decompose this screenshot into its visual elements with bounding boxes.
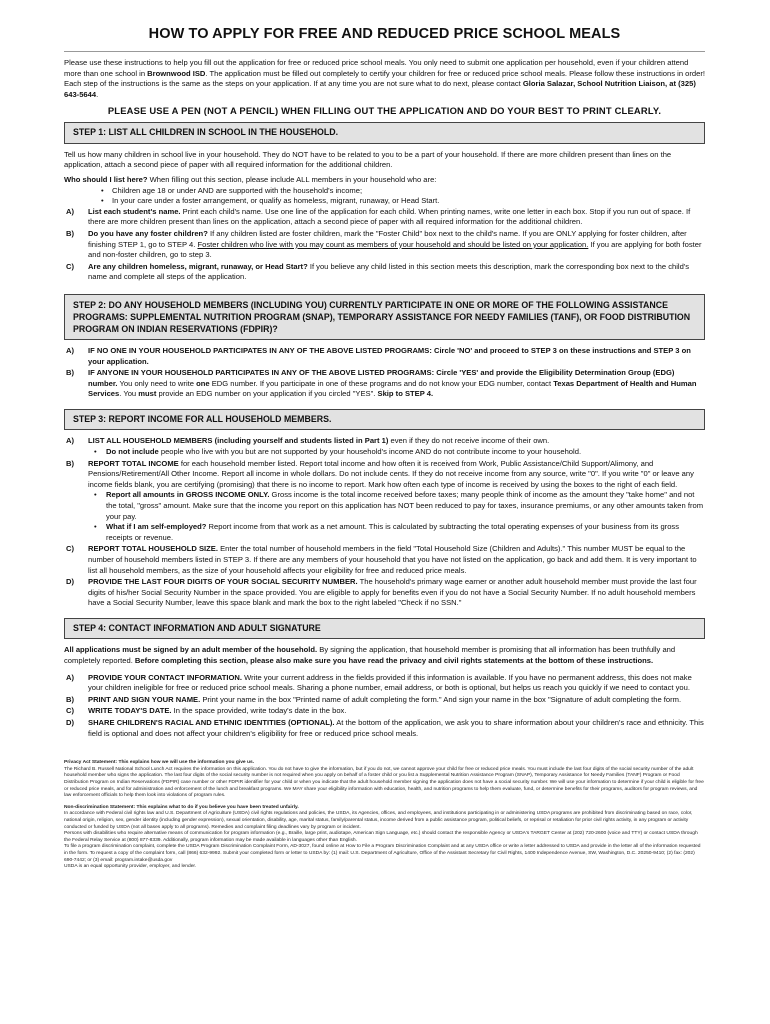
step3-item-b (64, 459, 705, 544)
step2-item-b (64, 368, 705, 400)
step1-intro: Tell us how many children in school live in your household. They do NOT have to be related to you to be a part of your household. If there are more children present than lines on the application, attach a second piece of paper with all required information for the additional children. (64, 149, 672, 170)
item-text: for each household member listed. Report total income and how often it is received from Work, Public Assistance/Child Support/Alimony, and Pensions/Retirement/All Other Income. Report all income in whole dollars. Do not include cents. If they do not receive income from any source, write "0". If you write "0" or leave any income fields blank, you are certifying (promising) that there is no income to report. Mark how often each type of income is received by using the boxes to the right of each field. (88, 458, 694, 489)
item-label: B) (66, 458, 75, 468)
item-label: B) (66, 694, 75, 704)
item-underlined: Foster children who live with you may count as members of your household and should be listed on your application. (197, 239, 589, 249)
privacy-body: The Richard B. Russell National School Lunch Act requires the information on this application. You do not have to give the information, but if you do not, we cannot approve your child for free or reduced price meals. You must include the last four digits of the social security number of the adult household member who signs the application. The last four digits of the social security number is not required when you apply on behalf of a foster child or you list a Supplemental Nutrition Assistance Program (SNAP), Temporary Assistance for Needy Families (TANF) Program or Food Distribution Program on Indian Reservations (FDPIR) case number or other FDPIR identifier for your child or when you indicate that the adult household member signing the application does not have a social security number. We will use your information to determine if your child is eligible for free or reduced price meals, and for administration and enforcement of the lunch and breakfast programs. We MAY share your eligibility information with education, health, and nutrition programs to help them evaluate, fund, or determine benefits for their programs, auditors for program reviews, and law enforcement officials to help them look into violations of program rules. (64, 766, 704, 799)
item-bold: Before completing this section, please also make sure you have read the privacy and civil rights statements at the bottom of these instructions. (134, 656, 654, 666)
item-label: A) (66, 346, 75, 355)
item-bold: Texas Department of Health and Human Services (88, 378, 697, 399)
item-bold: REPORT TOTAL INCOME (88, 458, 179, 468)
item-label: B) (66, 229, 75, 239)
intro-text-1: Please use these instructions to help you fill out the application for free or reduced price school meals. You only need to submit one application per household, even if your children attend more than one school in (64, 58, 689, 78)
step4-item-d (64, 718, 705, 739)
list-item: • In your care under a foster arrangement, or qualify as homeless, migrant, runaway, or Head Start. (112, 196, 705, 207)
list-item (88, 522, 705, 543)
item-text: In the space provided, write today's date in the box. (171, 706, 347, 716)
pen-notice: PLEASE USE A PEN (NOT A PENCIL) WHEN FILLING OUT THE APPLICATION AND DO YOUR BEST TO PRINT CLEARLY. (107, 105, 662, 117)
item-text: You only need to write (117, 378, 197, 388)
nondiscrimination-body: In accordance with Federal civil rights law and U.S. Department of Agriculture (USDA) civil rights regulations and policies, the USDA, its Agencies, offices, and employees, and institutions participating in or administering USDA programs are prohibited from discriminating based on race, color, national origin, religion, sex, gender identity (including gender expression), sexual orientation, disability, age, marital status, family/parental status, income derived from a public assistance program, political beliefs, or reprisal or retaliation for prior civil rights activity, in any program or activity conducted or funded by USDA (not all bases apply to all programs). Remedies and complaint filing deadlines vary by program or incident. (64, 811, 693, 830)
item-bold: IF NO ONE IN YOUR HOUSEHOLD PARTICIPATES IN ANY OF THE ABOVE LISTED PROGRAMS: Circle 'NO' and proceed to STEP 3 on these instructions and STEP 3 on your application. (88, 346, 691, 366)
step1-who (64, 175, 705, 186)
list-item (88, 447, 705, 458)
item-label: D) (66, 577, 75, 587)
item-text: even if they do not receive income of their own. (388, 436, 550, 446)
step3-item-c (64, 544, 705, 576)
list-item (88, 490, 705, 522)
item-bold: Report all amounts in GROSS INCOME ONLY. (106, 490, 270, 500)
item-bold: What if I am self-employed? (106, 522, 207, 532)
item-label: A) (66, 436, 75, 446)
item-bold: Do not include (106, 447, 159, 457)
nondiscrimination-body: Persons with disabilities who require alternative means of communication for program information (e.g., Braille, large print, audiotape, American Sign Language, etc.) should contact the responsible Agency or USDA's TARGET Center at (202) 720-2600 (voice and TTY) or contact USDA through the Federal Relay Service at (800) 877-8339. Additionally, program information may be made available in languages other than English. (64, 831, 698, 843)
item-label: D) (66, 718, 75, 728)
item-text: If any children listed are foster children, mark the "Foster Child" box next to the child's name. If you are ONLY applying for foster children, after finishing STEP 1, go to STEP 4. (88, 229, 687, 249)
item-bold: PROVIDE YOUR CONTACT INFORMATION. (88, 672, 242, 682)
step1-bullets (64, 186, 705, 207)
school-district: Brownwood ISD (147, 68, 206, 78)
who-text: When filling out this section, please include ALL members in your household who are: (147, 175, 437, 185)
contact-person: Gloria Salazar, School Nutrition Liaison, at (325) 643-5644 (64, 79, 696, 99)
step1-item-c (64, 262, 705, 283)
item-text: Report income from that work as a net amount. This is calculated by subtracting the total operating expenses of your business from its gross receipts or revenue. (106, 522, 680, 542)
item-bold: one (196, 378, 210, 388)
nondiscrimination-body: USDA is an equal opportunity provider, employer, and lender. (64, 864, 197, 870)
who-question: Who should I list here? (64, 175, 148, 185)
title-divider (64, 51, 705, 52)
item-text: Print your name in the box "Printed name of adult completing the form." And sign your name in the box "Signature of adult completing the form. (200, 694, 682, 704)
item-label: A) (66, 672, 75, 682)
item-bold: IF ANYONE IN YOUR HOUSEHOLD PARTICIPATES IN ANY OF THE ABOVE LISTED PROGRAMS: Circle 'YES' and provide the Eligibility Determination Group (EDG) number. (88, 368, 675, 388)
list-item: • Children age 18 or under AND are supported with the household's income; (112, 186, 705, 197)
item-text: provide an EDG number on your application if you circled "YES". (156, 389, 378, 399)
item-text: If you believe any child listed in this section meets this description, mark the corresponding box next to the child's name and complete all steps of the application. (88, 261, 690, 282)
privacy-heading: Privacy Act Statement: This explains how we will use the information you give us. (64, 760, 255, 766)
step4-header: STEP 4: CONTACT INFORMATION AND ADULT SIGNATURE (64, 618, 705, 640)
item-text: By signing the application, that household member is promising that all information has been truthfully and completely reported. (64, 645, 676, 666)
intro-text-3: . (96, 89, 99, 99)
nondiscrimination-statement (64, 805, 705, 871)
nondiscrimination-heading: Non-discrimination Statement: This explains what to do if you believe you have been treated unfairly. (64, 804, 299, 810)
step2-header: STEP 2: DO ANY HOUSEHOLD MEMBERS (INCLUDING YOU) CURRENTLY PARTICIPATE IN ONE OR MORE OF THE FOLLOWING ASSISTANCE PROGRAMS: SUPPLEMENTAL NUTRITION PROGRAM (SNAP), TEMPORARY ASSISTANCE FOR NEEDY FAMILIES (TANF), OR FOOD DISTRIBUTION PROGRAM ON INDIAN RESERVATIONS (FDPIR)? (64, 294, 705, 340)
item-bold: PROVIDE THE LAST FOUR DIGITS OF YOUR SOCIAL SECURITY NUMBER. (88, 577, 358, 587)
item-text: . You (119, 389, 139, 399)
item-text: Gross income is the total income received before taxes; many people think of income as the amount they "take home" and not the total, "gross" amount. Make sure that the income you report on this application has NOT been reduced to pay for taxes, insurance premiums, or any other amounts taken from your pay. (106, 490, 704, 521)
item-bold: SHARE CHILDREN'S RACIAL AND ETHNIC IDENTITIES (OPTIONAL). (88, 718, 335, 728)
item-text: The household's primary wage earner or another adult household member must provide the last four digits of his/her Social Security Number in the space provided. You are eligible to apply for benefits even if you do not have a Social Security Number. If no adult household members have a Social Security Number, leave this space blank and mark the box to the right labeled "Check if no SSN." (88, 577, 697, 608)
step2-item-a (64, 346, 705, 367)
item-text: Print each child's name. Use one line of the application for each child. When printing names, write one letter in each box. Stop if you run out of space. If there are more children present than lines on the application, attach a second piece of paper with all required information for the additional children. (88, 206, 691, 227)
intro-text-2: . The application must be filled out completely to certify your children for free or reduced price school meals. Please follow these instructions in order! Each step of the instructions is the same as the steps on your application. If at any time you are not sure what to do next, please contact (64, 68, 705, 89)
privacy-statement (64, 760, 705, 800)
nondiscrimination-body: To file a program discrimination complaint, complete the USDA Program Discrimination Complaint Form, AD-3027, found online at How to File a Program Discrimination Complaint and at any USDA office or write a letter addressed to USDA and provide in the letter all of the information requested in the form. To request a copy of the complaint form, call (866) 632-9992. Submit your completed form or letter to USDA by: (1) mail: U.S. Department of Agriculture, Office of the Assistant Secretary for Civil Rights, 1400 Independence Avenue, SW, Washington, D.C. 20250-9410; (2) fax: (202) 690-7442; or (3) email: program.intake@usda.gov (64, 844, 701, 863)
item-bold: Skip to STEP 4. (377, 389, 434, 399)
item-text: Enter the total number of household members in the field "Total Household Size (Children and Adults)." This number MUST be equal to the number of household members listed in STEP 3. If there are any members of your household that you have not listed on the application, go back and add them. It is very important to list all household members, as the size of your household affects your eligibility for free and reduced price meals. (88, 544, 697, 575)
step3-header: STEP 3: REPORT INCOME FOR ALL HOUSEHOLD MEMBERS. (64, 409, 705, 431)
item-label: C) (66, 544, 75, 554)
step1-item-b (64, 229, 705, 261)
item-bold: WRITE TODAY'S DATE. (88, 706, 172, 716)
item-bold: Do you have any foster children? (88, 229, 208, 239)
intro-paragraph (64, 58, 705, 100)
step4-intro (64, 645, 705, 666)
step1-header: STEP 1: LIST ALL CHILDREN IN SCHOOL IN THE HOUSEHOLD. (64, 122, 705, 144)
item-bold: LIST ALL HOUSEHOLD MEMBERS (including yourself and students listed in Part 1) (88, 436, 389, 446)
item-bold: must (138, 389, 157, 399)
item-label: C) (66, 261, 75, 271)
page-title: HOW TO APPLY FOR FREE AND REDUCED PRICE SCHOOL MEALS (148, 26, 621, 42)
item-text: Write your current address in the fields provided if this information is available. If you have no permanent address, this does not make your children ineligible for free or reduced price school meals. Sharing a phone number, email address, or both is optional, but helps us reach you quickly if we need to contact you. (88, 672, 692, 693)
step3-item-a (64, 436, 705, 457)
item-text: At the bottom of the application, we ask you to share information about your children's race and ethnicity. This field is optional and does not affect your children's eligibility for free or reduced price school meals. (88, 718, 704, 738)
item-label: B) (66, 368, 75, 378)
item-bold: Are any children homeless, migrant, runaway, or Head Start? (88, 261, 308, 271)
step1-item-a (64, 207, 705, 228)
step4-item-c (64, 706, 705, 717)
item-text: EDG number. If you participate in one of these programs and do not know your EDG number, contact (209, 378, 554, 388)
item-text: people who live with you but are not supported by your household's income AND do not contribute income to your household. (158, 447, 582, 457)
step4-item-a (64, 673, 705, 694)
item-bold: All applications must be signed by an adult member of the household. (64, 645, 318, 655)
item-bold: REPORT TOTAL HOUSEHOLD SIZE. (88, 544, 218, 554)
item-label: C) (66, 706, 75, 716)
item-bold: List each student's name. (88, 206, 181, 216)
item-bold: PRINT AND SIGN YOUR NAME. (88, 694, 201, 704)
step4-item-b (64, 695, 705, 706)
item-text: If you are applying for both foster and non-foster children, go to step 3. (88, 239, 702, 260)
item-label: A) (66, 206, 75, 216)
step3-item-d (64, 577, 705, 609)
